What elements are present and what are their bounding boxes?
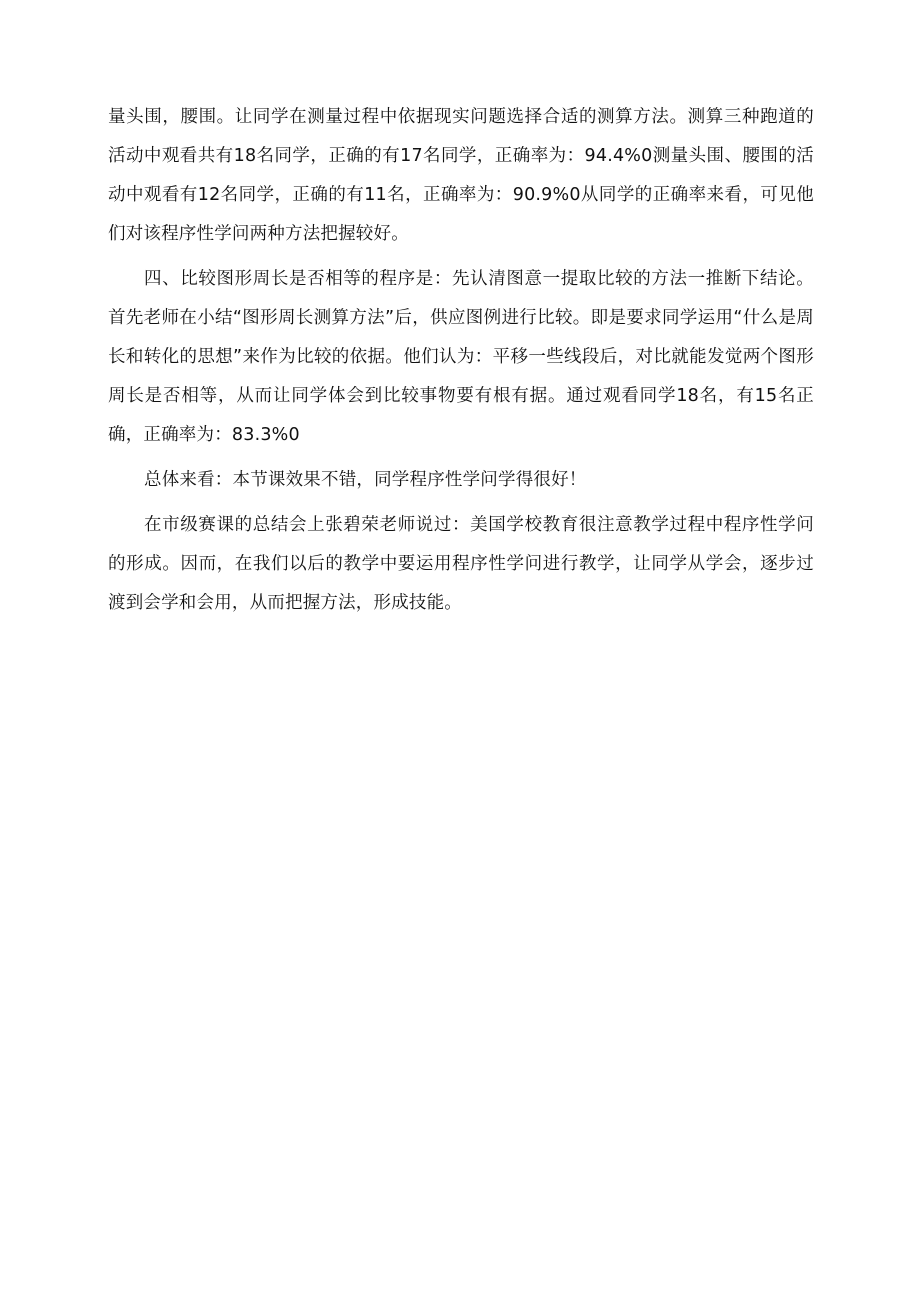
paragraph-continuation: 量头围，腰围。让同学在测量过程中依据现实问题选择合适的测算方法。测算三种跑道的活动中观看共有18名同学，正确的有17名同学，正确率为：94.4%0测量头围、腰围的活动中观看有12名同学，正确的有11名，正确率为：90.9%0从同学的正确率来看，可见他们对该程序性学问两种方法把握较好。 [108, 107, 814, 244]
paragraph-section-four: 四、比较图形周长是否相等的程序是：先认清图意一提取比较的方法一推断下结论。首先老师在小结“图形周长测算方法”后，供应图例进行比较。即是要求同学运用“什么是周长和转化的思想”来作为比较的依据。他们认为：平移一些线段后，对比就能发觉两个图形周长是否相等，从而让同学体会到比较事物要有根有据。通过观看同学18名，有15名正确，正确率为：83.3%0 [108, 269, 814, 445]
paragraph-conclusion: 在市级赛课的总结会上张碧荣老师说过：美国学校教育很注意教学过程中程序性学问的形成。因而，在我们以后的教学中要运用程序性学问进行教学，让同学从学会，逐步过渡到会学和会用，从而把握方法，形成技能。 [108, 515, 814, 613]
paragraph-summary: 总体来看：本节课效果不错，同学程序性学问学得很好！ [144, 470, 587, 490]
document-body [108, 98, 814, 629]
